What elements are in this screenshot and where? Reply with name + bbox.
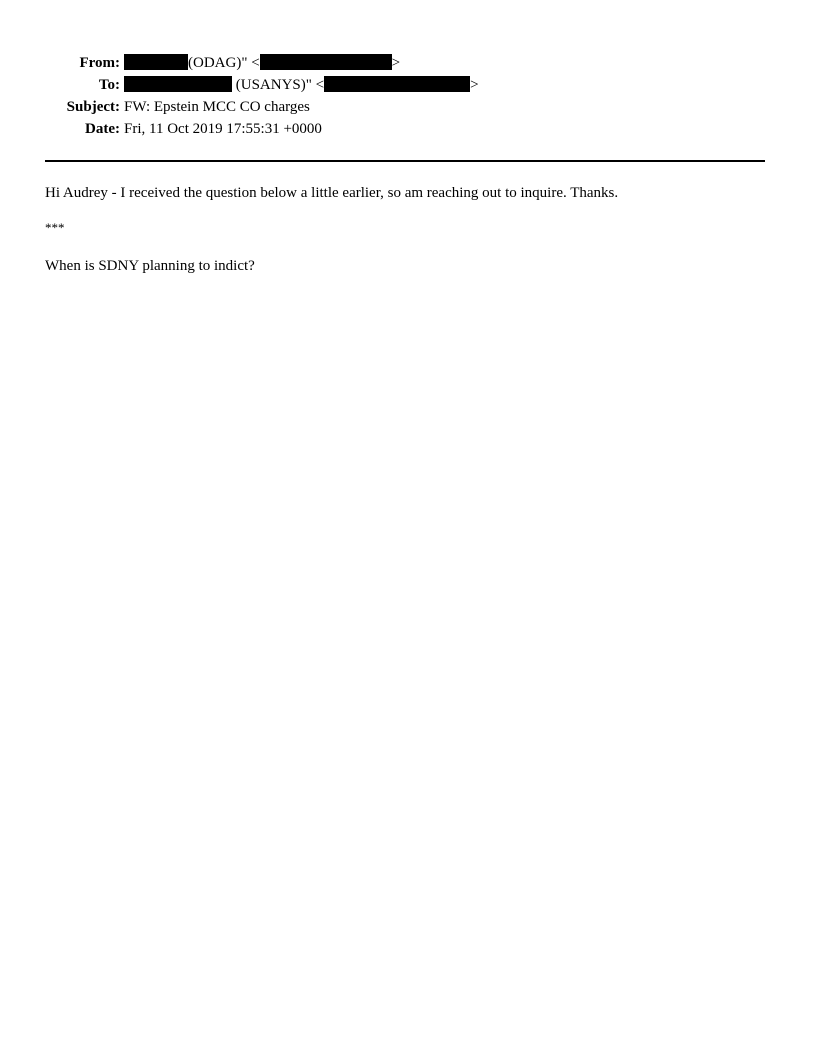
redaction-box bbox=[324, 76, 470, 92]
to-row bbox=[0, 74, 816, 96]
from-closing: > bbox=[391, 55, 401, 71]
from-label: From: bbox=[79, 55, 120, 71]
quoted-question: When is SDNY planning to indict? bbox=[45, 258, 255, 274]
subject-label: Subject: bbox=[66, 99, 120, 115]
date-row bbox=[0, 118, 816, 140]
redaction-box bbox=[124, 76, 232, 92]
to-value bbox=[124, 74, 479, 96]
date-value: Fri, 11 Oct 2019 17:55:31 +0000 bbox=[124, 121, 322, 137]
separator-stars: *** bbox=[45, 220, 65, 235]
to-label: To: bbox=[98, 77, 120, 93]
email-header bbox=[0, 52, 816, 140]
from-org-text: (ODAG)" < bbox=[188, 55, 260, 71]
from-value bbox=[124, 52, 400, 74]
message-paragraph: Hi Audrey - I received the question below a little earlier, so am reaching out to inquire. Thanks. bbox=[45, 185, 619, 201]
to-org-text: (USANYS)" < bbox=[232, 77, 325, 93]
date-label: Date: bbox=[85, 121, 120, 137]
header-divider bbox=[45, 160, 765, 162]
to-closing: > bbox=[470, 77, 479, 93]
subject-value: FW: Epstein MCC CO charges bbox=[124, 99, 310, 115]
subject-row bbox=[0, 96, 816, 118]
redaction-box bbox=[124, 54, 188, 70]
from-row bbox=[0, 52, 816, 74]
redaction-box bbox=[260, 54, 392, 70]
